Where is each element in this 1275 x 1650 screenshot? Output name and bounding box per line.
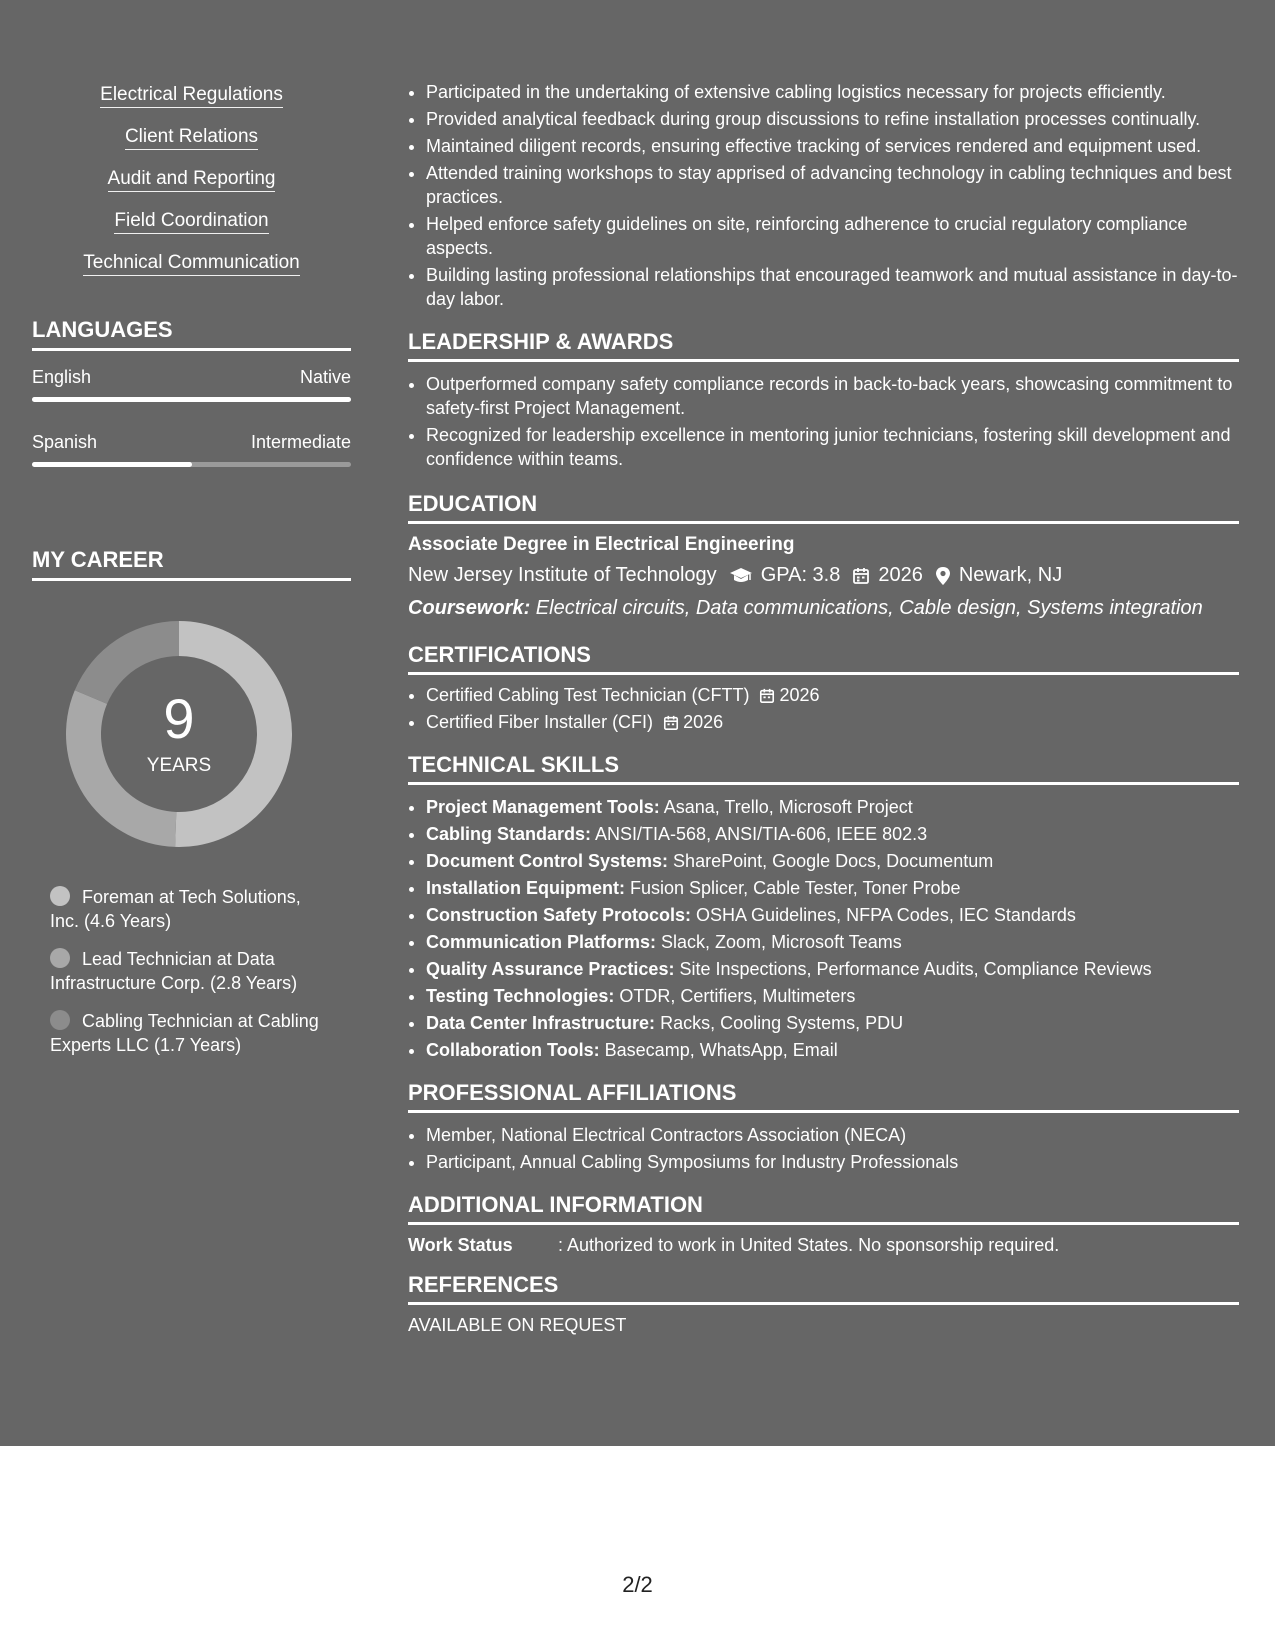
work-status-row <box>408 1235 1239 1256</box>
calendar-icon <box>663 715 679 731</box>
career-years-unit: YEARS <box>146 755 212 776</box>
language-level: Intermediate <box>250 432 351 452</box>
legend-dot <box>50 948 70 968</box>
education-coursework <box>408 597 1239 620</box>
legend-dot <box>50 1010 70 1030</box>
education-heading: EDUCATION <box>408 491 1239 524</box>
technical-skill-item: • Project Management Tools: Asana, Trello, Microsoft Project <box>426 795 1239 819</box>
technical-skill-item: • Cabling Standards: ANSI/TIA-568, ANSI/TIA-606, IEEE 802.3 <box>426 822 1239 846</box>
skill-item: Client Relations <box>32 126 351 148</box>
career-legend <box>50 885 351 1057</box>
language-bar <box>32 397 351 402</box>
skill-item: Electrical Regulations <box>32 84 351 106</box>
language-english <box>32 367 351 402</box>
additional-info-heading: ADDITIONAL INFORMATION <box>408 1192 1239 1225</box>
experience-bullet: • Provided analytical feedback during group discussions to refine installation processes continually. <box>426 107 1239 131</box>
career-legend-item: Lead Technician at Data Infrastructure Corp. (2.8 Years) <box>50 949 298 993</box>
career-legend-item: Cabling Technician at Cabling Experts LLC (1.7 Years) <box>50 1011 319 1055</box>
education-location: Newark, NJ <box>958 564 1063 586</box>
sidebar <box>32 84 351 1071</box>
page-number: 2/2 <box>622 1572 653 1597</box>
career-donut-chart <box>66 621 292 847</box>
education-gpa: GPA: 3.8 <box>760 564 841 586</box>
leadership-item: • Outperformed company safety compliance records in back-to-back years, showcasing commitment to safety-first Project Management. <box>426 372 1239 420</box>
skill-item: Audit and Reporting <box>32 168 351 190</box>
legend-dot <box>50 886 70 906</box>
technical-skills-list <box>408 795 1239 1062</box>
experience-bullet: • Helped enforce safety guidelines on site, reinforcing adherence to crucial regulatory compliance aspects. <box>426 212 1239 260</box>
language-name: English <box>32 367 92 387</box>
calendar-icon <box>759 688 775 704</box>
main-content <box>408 80 1239 1336</box>
technical-skill-item: • Quality Assurance Practices: Site Inspections, Performance Audits, Compliance Reviews <box>426 957 1239 981</box>
work-status-value: : Authorized to work in United States. No sponsorship required. <box>558 1235 1060 1255</box>
graduation-cap-icon <box>729 567 753 585</box>
leadership-heading: LEADERSHIP & AWARDS <box>408 329 1239 362</box>
location-pin-icon <box>935 566 951 586</box>
leadership-item: • Recognized for leadership excellence in mentoring junior technicians, fostering skill development and confidence within teams. <box>426 423 1239 471</box>
skill-item: Technical Communication <box>32 252 351 274</box>
career-legend-item: Foreman at Tech Solutions, Inc. (4.6 Years) <box>50 887 301 931</box>
experience-bullet: • Building lasting professional relationships that encouraged teamwork and mutual assistance in day-to-day labor. <box>426 263 1239 311</box>
technical-skill-item: • Data Center Infrastructure: Racks, Cooling Systems, PDU <box>426 1011 1239 1035</box>
education-school: New Jersey Institute of Technology <box>408 564 717 586</box>
affiliation-item: • Participant, Annual Cabling Symposiums for Industry Professionals <box>426 1150 1239 1174</box>
experience-bullet: • Attended training workshops to stay apprised of advancing technology in cabling techniques and best practices. <box>426 161 1239 209</box>
technical-skill-item: • Collaboration Tools: Basecamp, WhatsApp, Email <box>426 1038 1239 1062</box>
coursework-label: Coursework: <box>408 597 531 619</box>
career-total-years: 9 <box>163 687 195 750</box>
affiliation-item: • Member, National Electrical Contractors Association (NECA) <box>426 1123 1239 1147</box>
technical-skill-item: • Installation Equipment: Fusion Splicer, Cable Tester, Toner Probe <box>426 876 1239 900</box>
language-spanish <box>32 432 351 467</box>
experience-bullet: • Maintained diligent records, ensuring effective tracking of services rendered and equipment used. <box>426 134 1239 158</box>
skill-item: Field Coordination <box>32 210 351 232</box>
language-bar <box>32 462 351 467</box>
career-heading: MY CAREER <box>32 547 351 581</box>
languages-heading: LANGUAGES <box>32 317 351 351</box>
technical-skill-item: • Document Control Systems: SharePoint, Google Docs, Documentum <box>426 849 1239 873</box>
experience-bullets <box>408 80 1239 311</box>
language-bar-fill <box>32 397 351 402</box>
references-text: AVAILABLE ON REQUEST <box>408 1315 627 1335</box>
references-heading: REFERENCES <box>408 1272 1239 1305</box>
language-bar-fill <box>32 462 192 467</box>
education-degree: Associate Degree in Electrical Engineering <box>408 534 795 555</box>
technical-skill-item: • Testing Technologies: OTDR, Certifiers, Multimeters <box>426 984 1239 1008</box>
language-level: Native <box>299 367 351 387</box>
certifications-list <box>408 683 1239 734</box>
calendar-icon <box>852 567 870 585</box>
technical-skill-item: • Construction Safety Protocols: OSHA Guidelines, NFPA Codes, IEC Standards <box>426 903 1239 927</box>
skills-list <box>32 84 351 274</box>
affiliations-heading: PROFESSIONAL AFFILIATIONS <box>408 1080 1239 1113</box>
certification-item: • Certified Cabling Test Technician (CFTT) 2026 <box>426 683 1239 707</box>
work-status-label: Work Status <box>408 1235 513 1255</box>
education-details <box>408 564 1239 587</box>
certifications-heading: CERTIFICATIONS <box>408 642 1239 675</box>
technical-skill-item: • Communication Platforms: Slack, Zoom, Microsoft Teams <box>426 930 1239 954</box>
affiliations-list <box>408 1123 1239 1174</box>
experience-bullet: • Participated in the undertaking of extensive cabling logistics necessary for projects efficiently. <box>426 80 1239 104</box>
education-year: 2026 <box>878 564 923 586</box>
certification-item: • Certified Fiber Installer (CFI) 2026 <box>426 710 1239 734</box>
technical-skills-heading: TECHNICAL SKILLS <box>408 752 1239 785</box>
coursework-text: Electrical circuits, Data communications, Cable design, Systems integration <box>530 597 1203 619</box>
leadership-list <box>408 372 1239 471</box>
language-name: Spanish <box>32 432 98 452</box>
